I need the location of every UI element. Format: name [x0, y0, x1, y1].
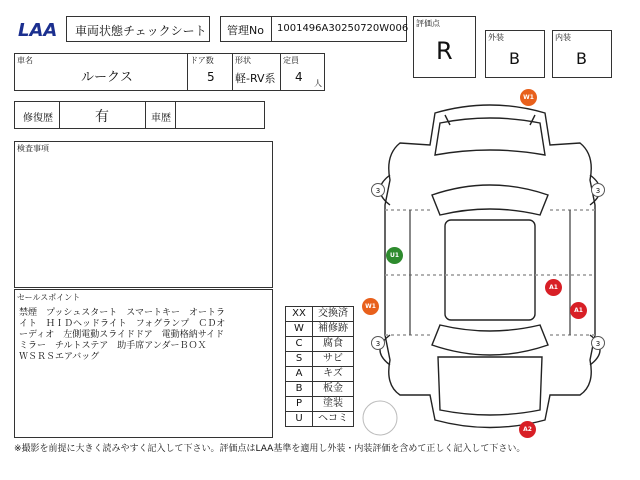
front-window	[432, 185, 548, 215]
legend-row: C 腐食	[286, 337, 354, 352]
vehicle-name: ルークス	[81, 70, 133, 85]
doors-value: 5	[207, 70, 215, 84]
marker-right-a1-bottom: A1	[570, 302, 587, 319]
legend-row: S サビ	[286, 352, 354, 367]
mgmt-no-label: 管理No	[227, 24, 264, 37]
sheet-title: 車両状態チェックシート	[75, 24, 207, 38]
repair-value: 有	[95, 109, 109, 125]
svg-text:LAA: LAA	[18, 20, 58, 40]
legend-row: U ヘコミ	[286, 412, 354, 427]
interior-box	[552, 30, 612, 78]
mgmt-no-value: 1001496A30250720W006	[277, 23, 409, 34]
interior-value: B	[576, 49, 587, 68]
sales-line: ミラー チルトステア 助手席アンダーＢＯＸ	[19, 341, 207, 351]
windshield	[435, 118, 545, 155]
tailgate	[438, 357, 542, 415]
damage-code-legend	[285, 306, 354, 427]
score-label: 評価点	[416, 19, 440, 28]
tire-rear-left: 3	[371, 336, 385, 350]
sales-line: ーディオ 左側電動スライドドア 電動格納サイド	[19, 330, 225, 340]
sales-points-box	[14, 289, 273, 438]
roof	[445, 220, 535, 320]
repair-label: 修復歴	[23, 113, 53, 124]
mgmt-no-box	[220, 16, 407, 42]
exterior-value: B	[509, 49, 520, 68]
tire-front-left: 3	[371, 183, 385, 197]
marker-right-a1-top: A1	[545, 279, 562, 296]
shape-label: 形状	[235, 56, 251, 65]
footer-note: ※撮影を前提に大きく読みやすく記入して下さい。評価点はLAA基準を適用し外装・内装評価を含めて正しく記入して下さい。	[14, 444, 526, 454]
name-label: 車名	[17, 56, 33, 65]
rear-window	[432, 325, 548, 355]
interior-label: 内装	[555, 33, 571, 42]
tire-rear-right: 3	[591, 336, 605, 350]
history-box	[14, 101, 265, 129]
vehicle-info-box	[14, 53, 325, 91]
title-box	[66, 16, 210, 42]
inspection-items-box	[14, 141, 273, 288]
sales-line: 禁煙 プッシュスタート スマートキー オートラ	[19, 308, 226, 318]
legend-row: A キズ	[286, 367, 354, 382]
exterior-label: 外装	[488, 33, 504, 42]
legend-row: XX 交換済	[286, 307, 354, 322]
inspection-items-label: 検査事項	[17, 144, 49, 153]
sales-points-text	[19, 308, 225, 363]
shape-value: 軽-RV系	[235, 72, 276, 85]
score-box	[413, 16, 476, 78]
sales-line: ＷＳＲＳエアバッグ	[19, 352, 100, 362]
exterior-box	[485, 30, 545, 78]
spare-tire	[363, 401, 397, 435]
marker-front-w1: W1	[520, 89, 537, 106]
doors-label: ドア数	[190, 56, 214, 65]
capacity-unit: 人	[314, 79, 322, 88]
marker-rear-a2: A2	[519, 421, 536, 438]
capacity-value: 4	[295, 70, 303, 84]
capacity-label: 定員	[283, 56, 299, 65]
legend-row: P 塗装	[286, 397, 354, 412]
car-diagram	[350, 95, 630, 440]
sales-points-label: セールスポイント	[17, 293, 81, 302]
tire-front-right: 3	[591, 183, 605, 197]
legend-row: W 補修跡	[286, 322, 354, 337]
car-body-outline	[385, 105, 595, 428]
marker-left-w1: W1	[362, 298, 379, 315]
laa-logo	[16, 18, 66, 40]
sales-line: イト ＨＩＤヘッドライト フォグランプ ＣＤオ	[19, 319, 226, 329]
inspection-label: 車歴	[151, 113, 171, 124]
marker-center-u1: U1	[386, 247, 403, 264]
legend-row: B 板金	[286, 382, 354, 397]
score-value: R	[436, 37, 453, 65]
